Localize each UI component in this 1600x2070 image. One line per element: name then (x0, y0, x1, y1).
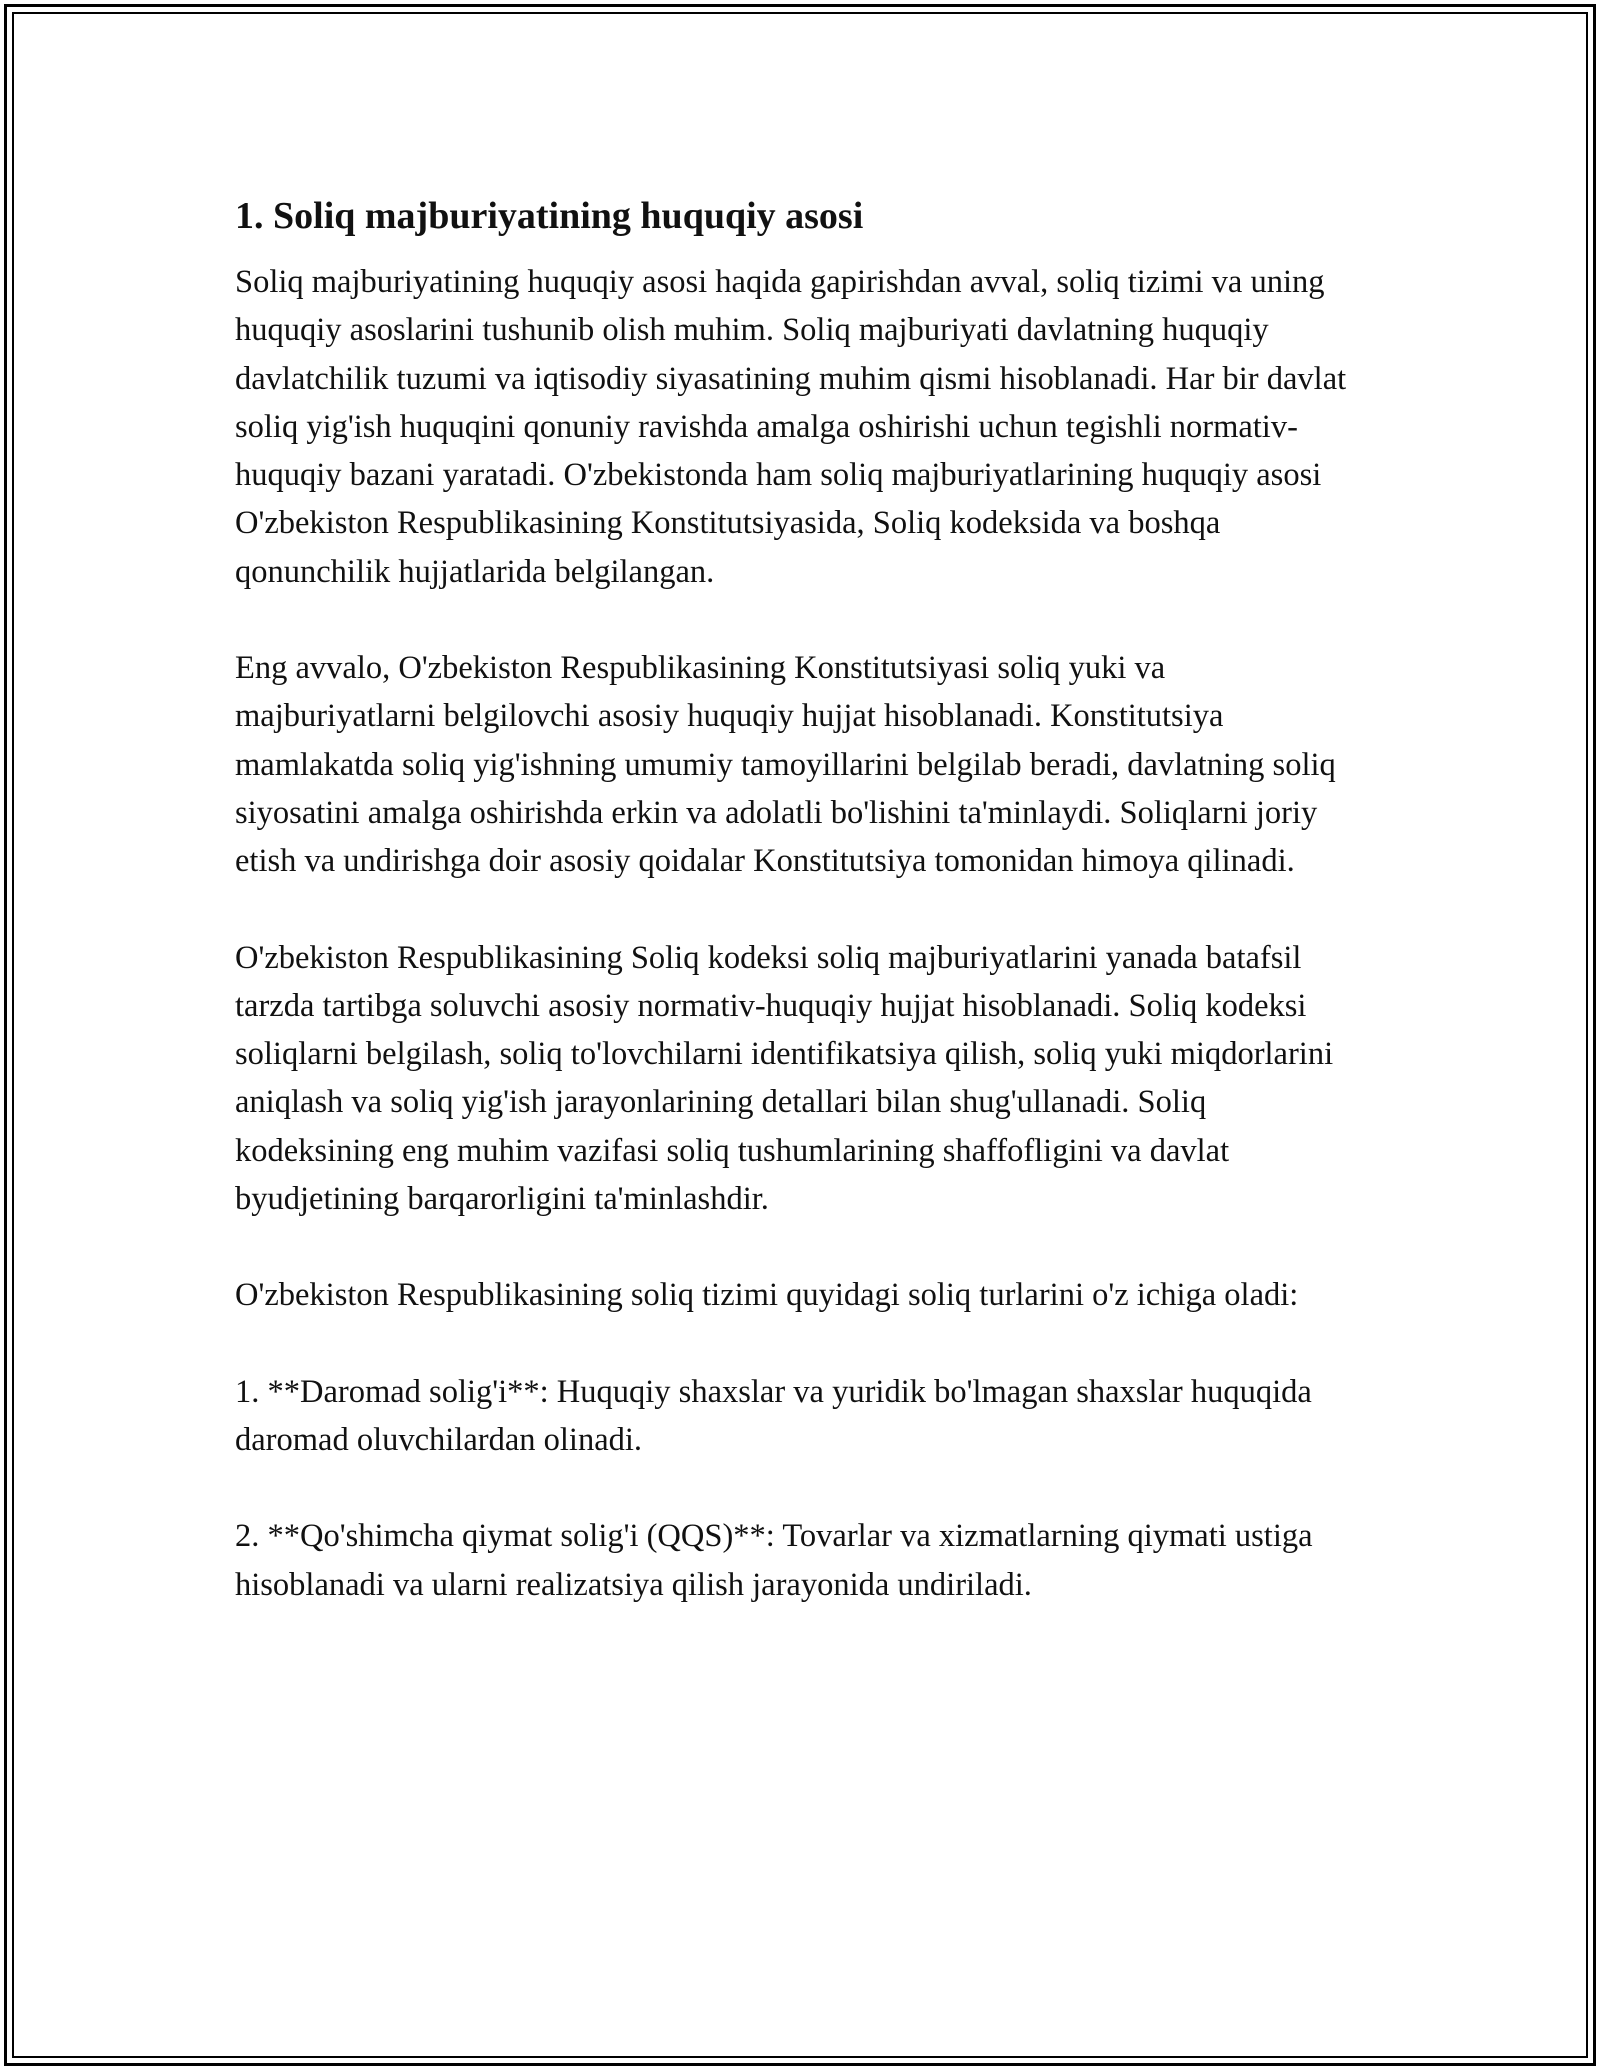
paragraph-tax-types-intro: O'zbekiston Respublikasining soliq tizimi quyidagi soliq turlarini o'z ichiga oladi: (235, 1277, 1299, 1314)
paragraph-intro: Soliq majburiyatining huquqiy asosi haqida gapirishdan avval, soliq tizimi va uning huquqiy asoslarini tushunib olish muhim. Soliq majburiyati davlatning huquqiy davlatchilik tuzumi va iqtisodiy siyasatining muhim qismi hisoblanadi. Har bir davlat soliq yig'ish huquqini qonuniy ravishda amalga oshirishi uchun tegishli normativ-huquqiy bazani yaratadi. O'zbekistonda ham soliq majburiyatlarining huquqiy asosi O'zbekiston Respublikasining Konstitutsiyasida, Soliq kodeksida va boshqa qonunchilik hujjatlarida belgilangan. (235, 264, 1347, 590)
paragraph-tax-code: O'zbekiston Respublikasining Soliq kodeksi soliq majburiyatlarini yanada batafsil tarzda tartibga soluvchi asosiy normativ-huquqiy hujjat hisoblanadi. Soliq kodeksi soliqlarni belgilash, soliq to'lovchilarni identifikatsiya qilish, soliq yuki miqdorlarini aniqlash va soliq yig'ish jarayonlarining detallari bilan shug'ullanadi. Soliq kodeksining eng muhim vazifasi soliq tushumlarining shaffofligini va davlat byudjetining barqarorligini ta'minlashdir. (235, 939, 1334, 1218)
paragraph-constitution: Eng avvalo, O'zbekiston Respublikasining Konstitutsiyasi soliq yuki va majburiyatlarni belgilovchi asosiy huquqiy hujjat hisoblanadi. Konstitutsiya mamlakatda soliq yig'ishning umumiy tamoyillarini belgilab beradi, davlatning soliq siyosatini amalga oshirishda erkin va adolatli bo'lishini ta'minlaydi. Soliqlarni joriy etish va undirishga doir asosiy qoidalar Konstitutsiya tomonidan himoya qilinadi. (235, 650, 1336, 880)
document-body (235, 188, 1365, 1657)
list-item-vat: 2. **Qo'shimcha qiymat solig'i (QQS)**: Tovarlar va xizmatlarning qiymati ustiga hisoblanadi va ularni realizatsiya qilish jarayonida undiriladi. (235, 1518, 1313, 1603)
section-heading: 1. Soliq majburiyatining huquqiy asosi (235, 195, 864, 237)
list-item-income-tax: 1. **Daromad solig'i**: Huquqiy shaxslar va yuridik bo'lmagan shaxslar huquqida daromad oluvchilardan olinadi. (235, 1373, 1312, 1458)
